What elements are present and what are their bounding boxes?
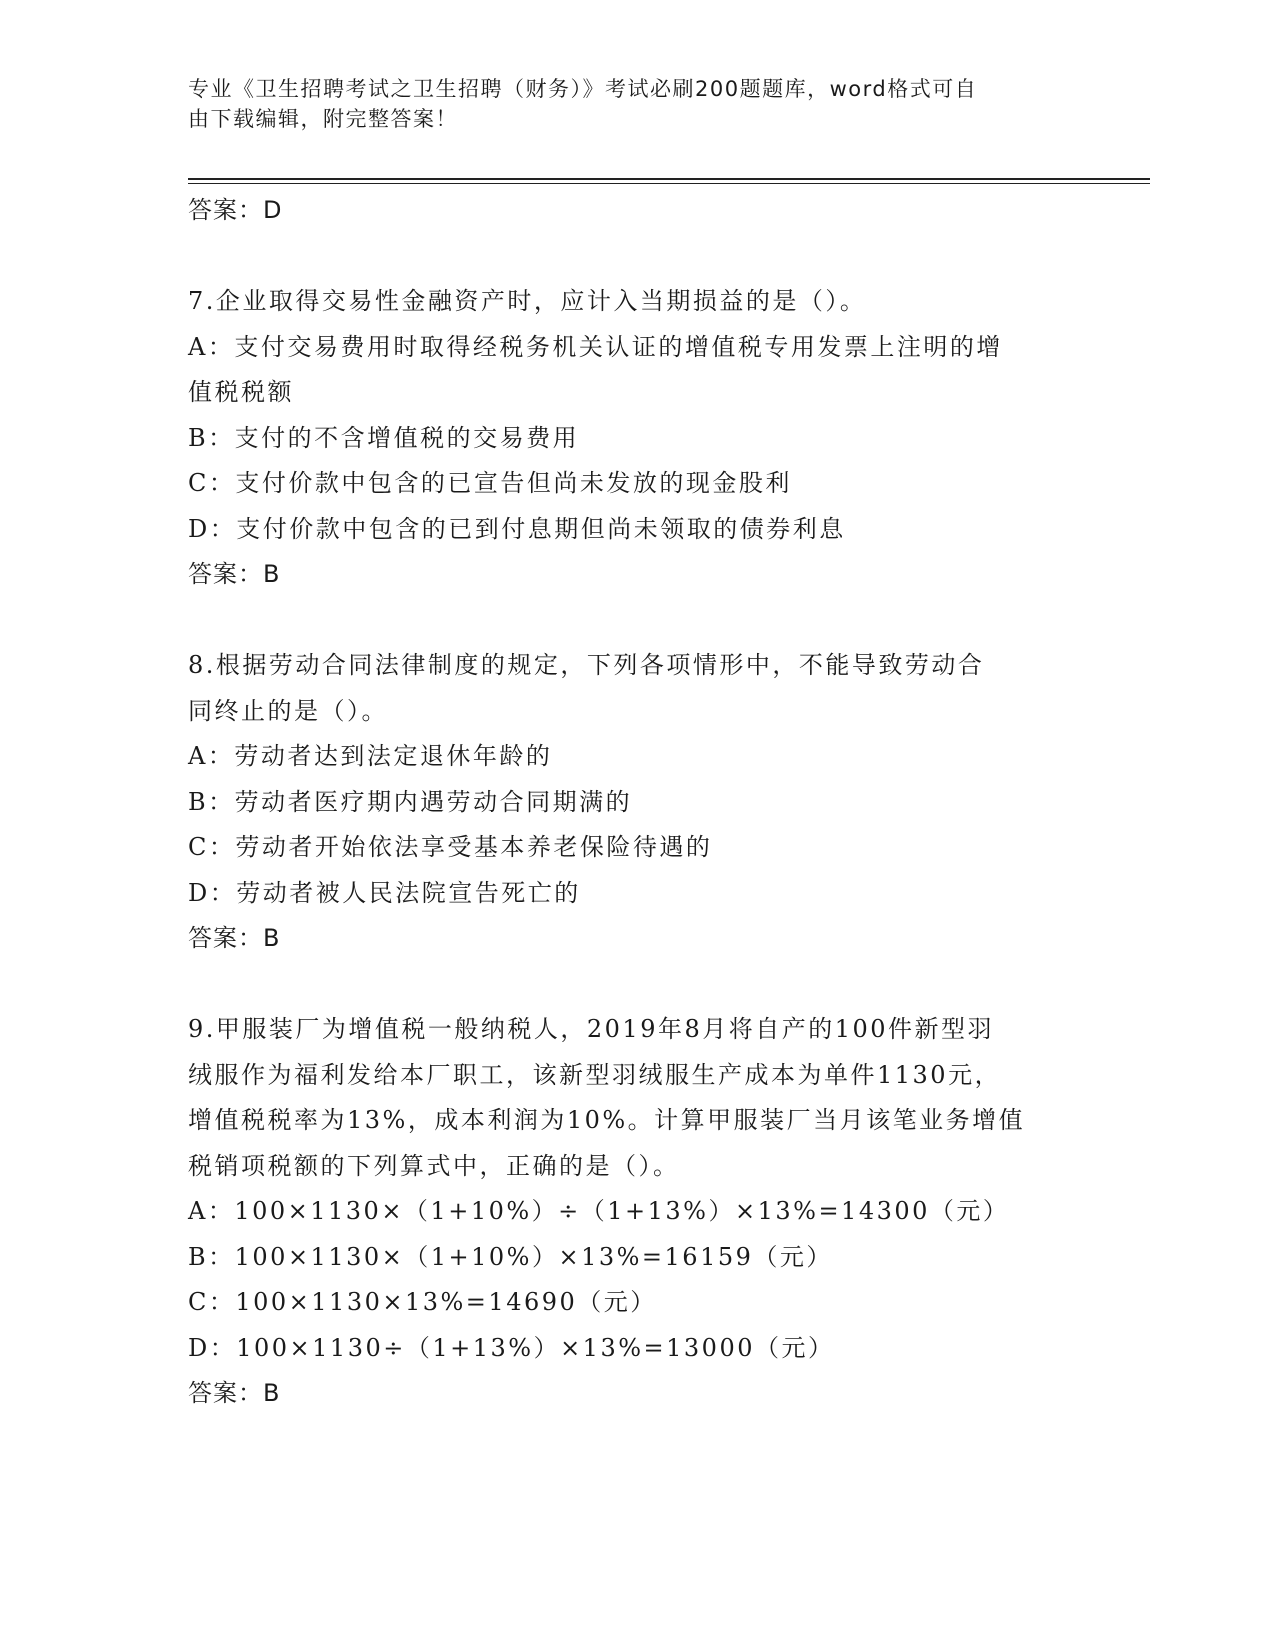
option-c: C：劳动者开始依法享受基本养老保险待遇的: [188, 833, 713, 861]
option-b: B：劳动者医疗期内遇劳动合同期满的: [188, 787, 633, 816]
option-b: B：100×1130×（1+10%）×13%=16159（元）: [188, 1242, 833, 1271]
question-text: 7.企业取得交易性金融资产时，应计入当期损益的是（）。: [188, 287, 867, 315]
option-b: B：支付的不含增值税的交易费用: [188, 423, 580, 452]
option-a: A：劳动者达到法定退休年龄的: [188, 742, 553, 770]
spacer: [188, 234, 1088, 280]
option-d: D：支付价款中包含的已到付息期但尚未领取的债券利息: [188, 514, 846, 543]
option-a-continued: 值税税额: [188, 378, 294, 406]
document-body: [188, 188, 1088, 1417]
header-line: 由下载编辑，附完整答案！: [188, 107, 458, 131]
document-header: [188, 74, 1068, 134]
option-c: C：支付价款中包含的已宣告但尚未发放的现金股利: [188, 469, 792, 497]
option-a: A：支付交易费用时取得经税务机关认证的增值税专用发票上注明的增: [188, 332, 1003, 361]
header-rule: [188, 178, 1150, 180]
answer: 答案：B: [188, 560, 281, 588]
header-line: 专业《卫生招聘考试之卫生招聘（财务）》考试必刷200题题库，word格式可自: [188, 77, 978, 101]
question-8: [188, 643, 1088, 962]
question-text-continued: 税销项税额的下列算式中，正确的是（）。: [188, 1151, 680, 1180]
spacer: [188, 962, 1088, 1008]
option-c: C：100×1130×13%=14690（元）: [188, 1288, 657, 1316]
answer: 答案：B: [188, 924, 281, 952]
option-a: A：100×1130×（1+10%）÷（1+13%）×13%=14300（元）: [188, 1197, 1010, 1225]
header-rule-thin: [188, 183, 1150, 184]
question-9: [188, 1007, 1088, 1417]
question-text-continued: 同终止的是（）。: [188, 696, 388, 725]
option-d: D：100×1130÷（1+13%）×13%=13000（元）: [188, 1333, 835, 1362]
spacer: [188, 598, 1088, 644]
option-d: D：劳动者被人民法院宣告死亡的: [188, 878, 581, 907]
answer: 答案：B: [188, 1379, 281, 1407]
question-text: 9.甲服装厂为增值税一般纳税人，2019年8月将自产的100件新型羽: [188, 1015, 995, 1043]
question-text-continued: 绒服作为福利发给本厂职工，该新型羽绒服生产成本为单件1130元，: [188, 1060, 1002, 1089]
question-text-continued: 增值税税率为13%，成本利润为10%。计算甲服装厂当月该笔业务增值: [188, 1106, 1026, 1134]
previous-answer: 答案：D: [188, 196, 283, 224]
question-text: 8.根据劳动合同法律制度的规定，下列各项情形中，不能导致劳动合: [188, 651, 985, 679]
question-7: [188, 279, 1088, 598]
